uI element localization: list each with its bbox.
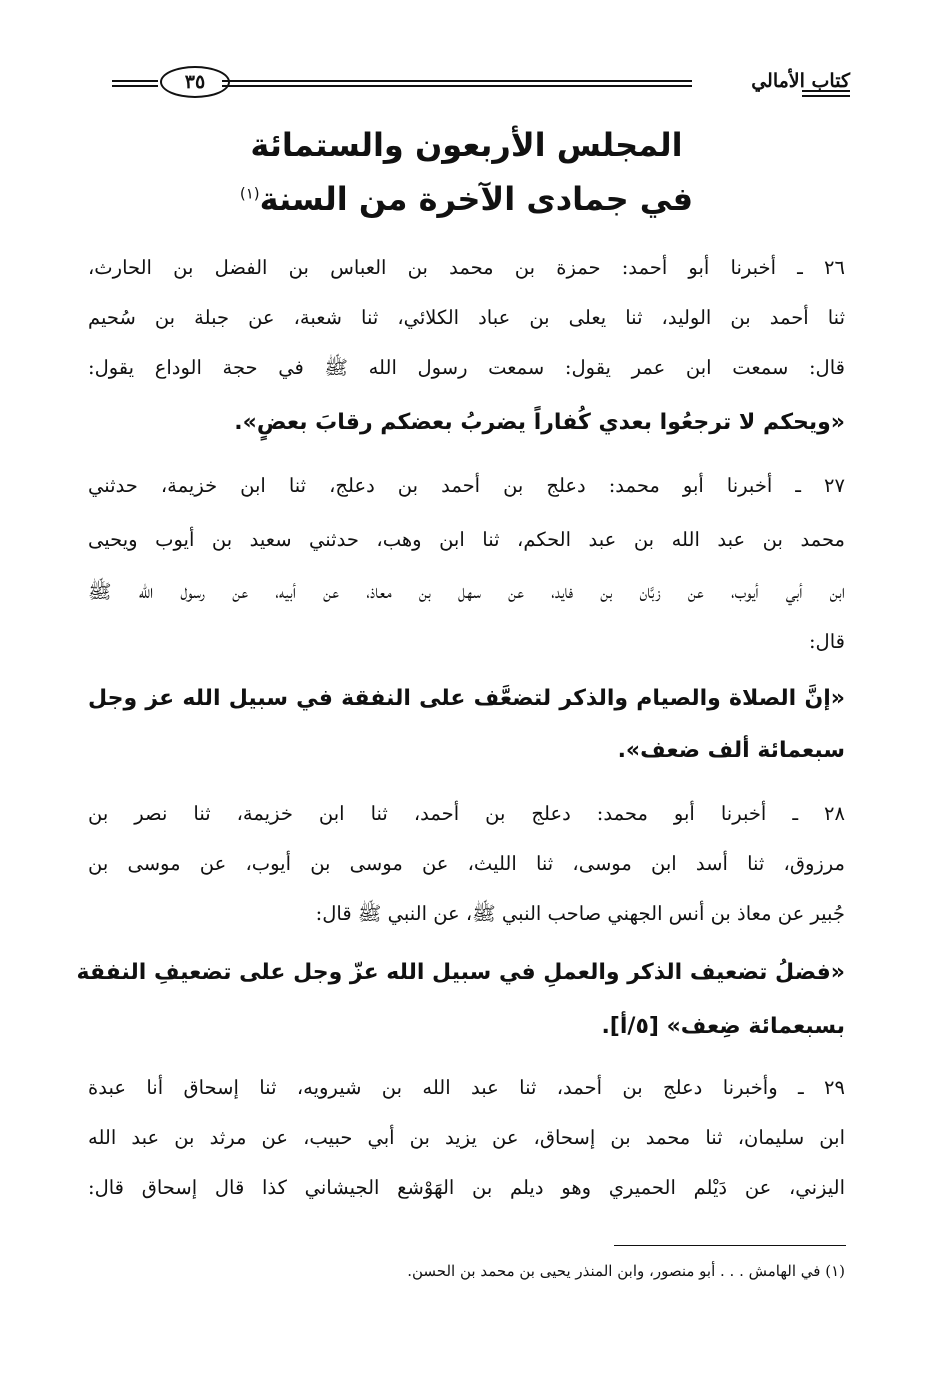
- chapter-title-line2-text: في جمادى الآخرة من السنة: [259, 180, 694, 218]
- chapter-title-line2: [0, 180, 933, 218]
- footnote: (١) في الهامش . . . أبو منصور، وابن المنذر يحيى بن محمد بن الحسن.: [407, 1262, 845, 1280]
- header-rule-middle: [222, 80, 692, 87]
- body-line: ابن أبي أيوب، عن زبَّان بن فايد، عن سهل بن معاذ، عن أبيه، عن رسول الله ﷺ: [88, 580, 845, 603]
- chapter-title-line1: المجلس الأربعون والستمائة: [250, 126, 683, 164]
- body-line: ثنا أحمد بن الوليد، ثنا يعلى بن عباد الكلائي، ثنا شعبة، عن جبلة بن سُحيم: [88, 306, 845, 329]
- hadith-line: سبعمائة ألف ضعف».: [617, 738, 845, 763]
- body-line: ٢٧ ـ أخبرنا أبو محمد: دعلج بن أحمد بن دعلج، ثنا ابن خزيمة، حدثني: [88, 474, 845, 497]
- footnote-marker: (١): [239, 184, 260, 203]
- hadith-line: بسبعمائة ضِعف» [٥/أ].: [601, 1014, 845, 1039]
- header-rule-right: [802, 90, 850, 97]
- footnote-rule: [614, 1245, 846, 1246]
- body-line: محمد بن عبد الله بن عبد الحكم، ثنا ابن وهب، حدثني سعيد بن أيوب ويحيى: [88, 528, 845, 551]
- page-number: ٣٥: [160, 66, 230, 98]
- body-line: ٢٨ ـ أخبرنا أبو محمد: دعلج بن أحمد، ثنا ابن خزيمة، ثنا نصر بن: [88, 802, 845, 825]
- body-line: جُبير عن معاذ بن أنس الجهني صاحب النبي ﷺ، عن النبي ﷺ قال:: [315, 902, 845, 925]
- body-line: ابن سليمان، ثنا محمد بن إسحاق، عن يزيد بن أبي حبيب، عن مرثد بن عبد الله: [88, 1126, 845, 1149]
- body-line: ٢٩ ـ وأخبرنا دعلج بن أحمد، ثنا عبد الله بن شيرويه، ثنا إسحاق أنا عبدة: [88, 1076, 845, 1099]
- hadith-line: «إنَّ الصلاة والصيام والذكر لتضعَّف على النفقة في سبيل الله عز وجل: [88, 686, 845, 711]
- book-title: كتاب الأمالي: [751, 70, 850, 92]
- body-line: ٢٦ ـ أخبرنا أبو أحمد: حمزة بن محمد بن العباس بن الفضل بن الحارث،: [88, 256, 845, 279]
- body-line: اليزني، عن دَيْلم الحميري وهو ديلم بن الهَوْشع الجيشاني كذا قال إسحاق قال:: [88, 1176, 845, 1199]
- hadith-line: «فضلُ تضعيف الذكر والعملِ في سبيل الله عزّ وجل على تضعيفِ النفقة: [76, 960, 845, 985]
- body-line: مرزوق، ثنا أسد ابن موسى، ثنا الليث، عن موسى بن أيوب، عن موسى بن: [88, 852, 845, 875]
- hadith-line: «ويحكم لا ترجعُوا بعدي كُفاراً يضربُ بعضكم رقابَ بعضٍ».: [234, 410, 845, 435]
- header-rule-left: [112, 80, 158, 87]
- running-header: [112, 62, 850, 108]
- body-line: قال:: [808, 630, 845, 653]
- body-line: قال: سمعت ابن عمر يقول: سمعت رسول الله ﷺ في حجة الوداع يقول:: [88, 356, 845, 379]
